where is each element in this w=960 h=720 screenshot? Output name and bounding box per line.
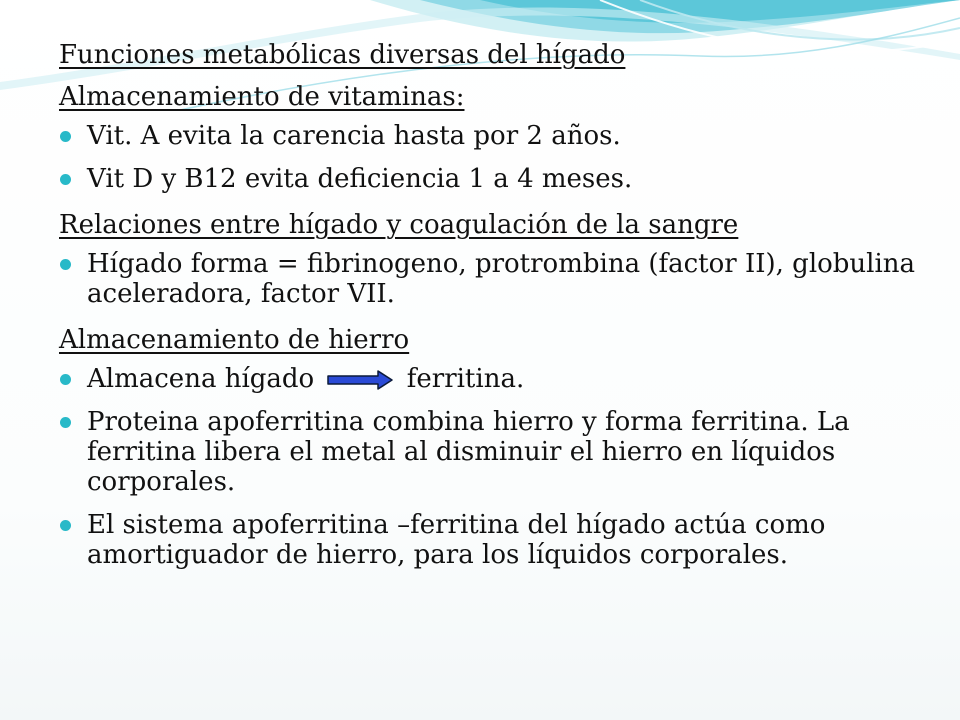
bullet-text: Proteina apoferritina combina hierro y forma ferritina. La ferritina libera el metal al disminuir el hierro en líquidos corporales. xyxy=(87,407,850,497)
list-item xyxy=(59,121,919,151)
bullet-icon xyxy=(60,174,71,185)
bullet-icon xyxy=(60,374,71,385)
bullet-icon xyxy=(60,259,71,270)
bullet-icon xyxy=(60,417,71,428)
list-item xyxy=(59,407,919,497)
bullet-text: Vit. A evita la carencia hasta por 2 años. xyxy=(87,121,621,151)
bullet-text: Hígado forma = fibrinogeno, protrombina (factor II), globulina aceleradora, factor VII. xyxy=(87,249,916,309)
bullet-icon xyxy=(60,520,71,531)
right-arrow-icon xyxy=(326,369,394,391)
section-heading-vitamins: Almacenamiento de vitaminas: xyxy=(59,82,465,112)
slide-title: Funciones metabólicas diversas del hígado xyxy=(59,40,626,70)
list-item xyxy=(59,364,919,394)
bullet-text: Vit D y B12 evita deficiencia 1 a 4 meses. xyxy=(87,164,633,194)
list-item xyxy=(59,164,919,194)
slide-content xyxy=(59,37,919,583)
bullet-text: El sistema apoferritina –ferritina del hígado actúa como amortiguador de hierro, para los líquidos corporales. xyxy=(87,510,826,570)
bullet-text-before-arrow: Almacena hígado xyxy=(87,364,315,394)
bullet-text-after-arrow: ferritina. xyxy=(406,364,525,394)
list-item xyxy=(59,249,919,309)
list-item xyxy=(59,510,919,570)
section-heading-iron: Almacenamiento de hierro xyxy=(59,325,410,355)
bullet-icon xyxy=(60,131,71,142)
section-heading-coagulation: Relaciones entre hígado y coagulación de la sangre xyxy=(59,210,739,240)
